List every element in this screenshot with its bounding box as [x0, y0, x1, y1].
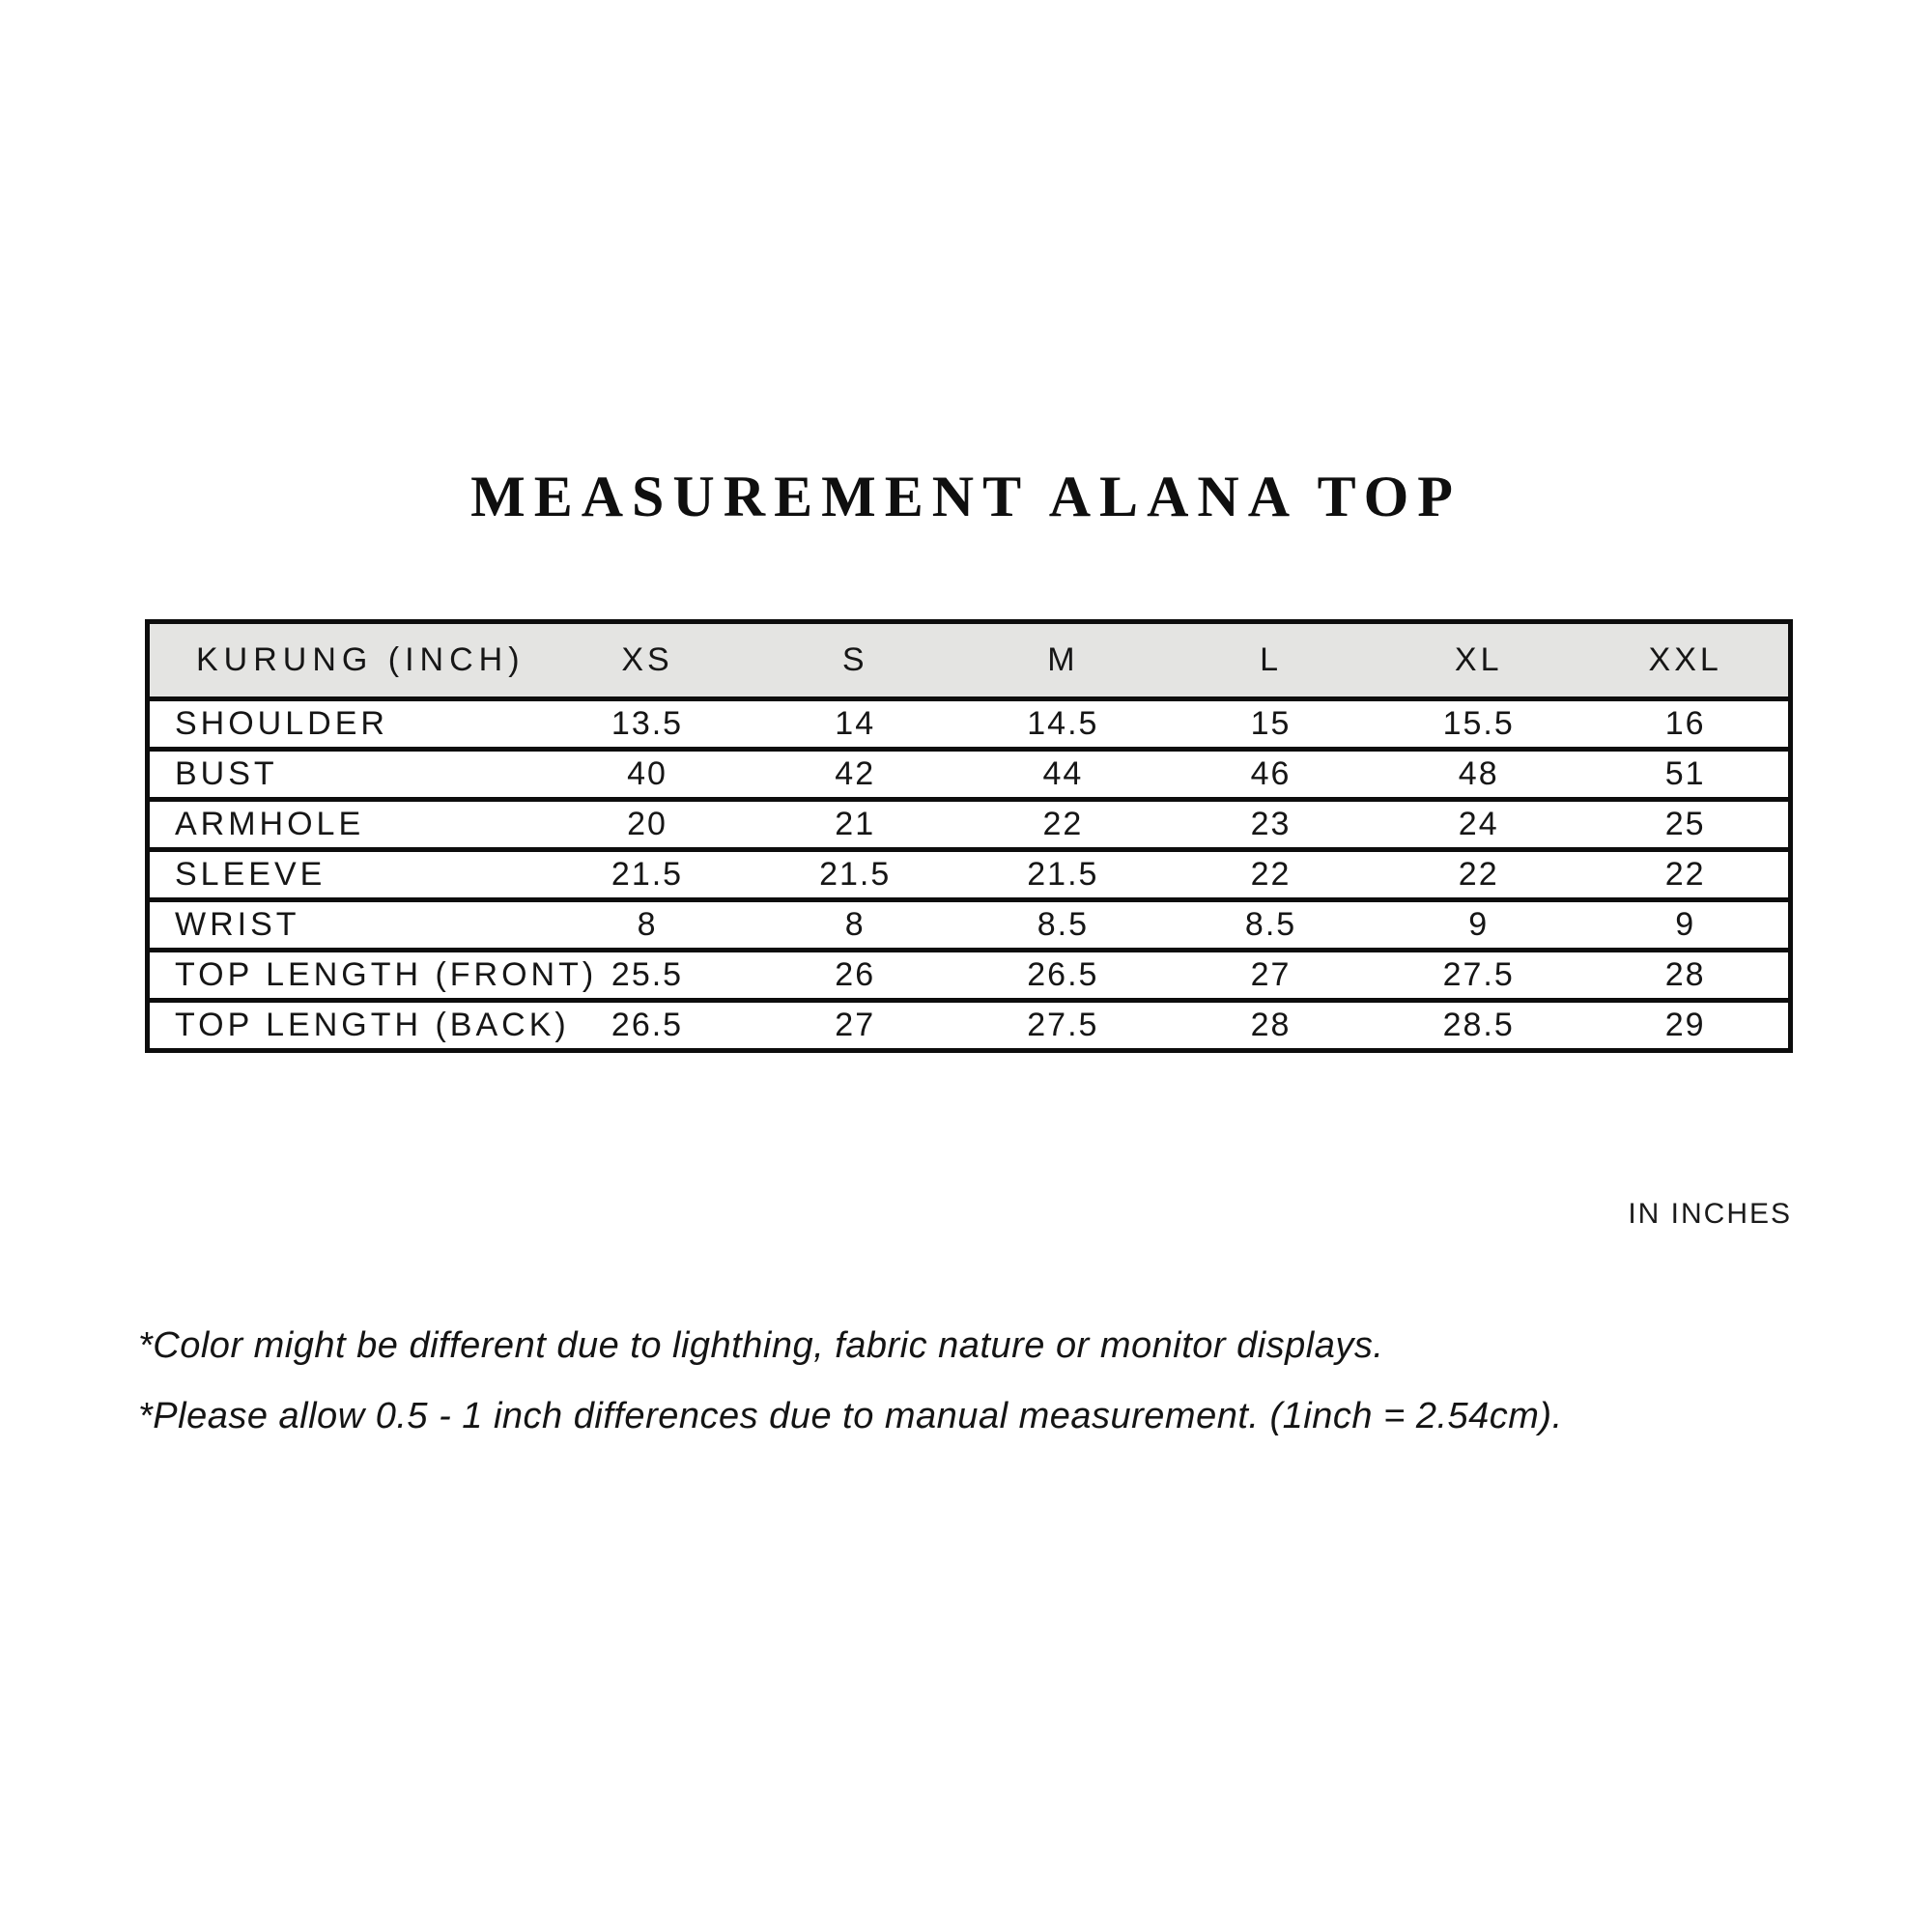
measurement-cell: 28.5: [1375, 1001, 1582, 1051]
measurement-cell: 8: [543, 900, 751, 951]
table-body: [148, 699, 1791, 1051]
measurement-cell: 27.5: [1375, 951, 1582, 1001]
table-header-row: [148, 622, 1791, 699]
table-row: [148, 750, 1791, 800]
measurement-cell: 48: [1375, 750, 1582, 800]
measurement-cell: 44: [959, 750, 1167, 800]
measurement-cell: 40: [543, 750, 751, 800]
row-label: ARMHOLE: [148, 800, 544, 850]
measurement-cell: 8.5: [1167, 900, 1375, 951]
table-row: [148, 850, 1791, 900]
measurement-cell: 51: [1582, 750, 1790, 800]
size-table: [145, 619, 1793, 1053]
measurement-cell: 28: [1167, 1001, 1375, 1051]
page-title: MEASUREMENT ALANA TOP: [470, 465, 1462, 528]
measurement-cell: 25.5: [543, 951, 751, 1001]
row-label: WRIST: [148, 900, 544, 951]
measurement-cell: 22: [1167, 850, 1375, 900]
table-row: [148, 951, 1791, 1001]
measurement-cell: 22: [959, 800, 1167, 850]
unit-note: IN INCHES: [1628, 1198, 1792, 1230]
column-header-size: S: [752, 622, 959, 699]
measurement-cell: 13.5: [543, 699, 751, 750]
measurement-cell: 26.5: [959, 951, 1167, 1001]
measurement-cell: 15: [1167, 699, 1375, 750]
measurement-cell: 27: [1167, 951, 1375, 1001]
measurement-cell: 8.5: [959, 900, 1167, 951]
table-row: [148, 1001, 1791, 1051]
column-header-size: XS: [543, 622, 751, 699]
measurement-cell: 9: [1375, 900, 1582, 951]
measurement-cell: 21: [752, 800, 959, 850]
measurement-cell: 14.5: [959, 699, 1167, 750]
measurement-cell: 14: [752, 699, 959, 750]
measurement-cell: 22: [1582, 850, 1790, 900]
measurement-cell: 42: [752, 750, 959, 800]
table-row: [148, 699, 1791, 750]
measurement-cell: 23: [1167, 800, 1375, 850]
measurement-cell: 27: [752, 1001, 959, 1051]
measurement-cell: 9: [1582, 900, 1790, 951]
row-label: TOP LENGTH (BACK): [148, 1001, 544, 1051]
measurement-cell: 24: [1375, 800, 1582, 850]
size-table-container: [145, 619, 1793, 1053]
measurement-cell: 21.5: [752, 850, 959, 900]
table-row: [148, 900, 1791, 951]
footnote-measurement-disclaimer: *Please allow 0.5 - 1 inch differences due to manual measurement. (1inch = 2.54cm).: [138, 1396, 1563, 1436]
row-label: SHOULDER: [148, 699, 544, 750]
column-header-size: M: [959, 622, 1167, 699]
column-header-size: XXL: [1582, 622, 1790, 699]
measurement-cell: 22: [1375, 850, 1582, 900]
column-header-size: XL: [1375, 622, 1582, 699]
measurement-cell: 46: [1167, 750, 1375, 800]
measurement-cell: 21.5: [543, 850, 751, 900]
measurement-cell: 29: [1582, 1001, 1790, 1051]
measurement-cell: 20: [543, 800, 751, 850]
row-label: BUST: [148, 750, 544, 800]
measurement-cell: 27.5: [959, 1001, 1167, 1051]
measurement-cell: 26: [752, 951, 959, 1001]
column-header-size: L: [1167, 622, 1375, 699]
table-row: [148, 800, 1791, 850]
table-header: [148, 622, 1791, 699]
measurement-cell: 26.5: [543, 1001, 751, 1051]
measurement-cell: 15.5: [1375, 699, 1582, 750]
measurement-cell: 25: [1582, 800, 1790, 850]
measurement-cell: 28: [1582, 951, 1790, 1001]
row-label: TOP LENGTH (FRONT): [148, 951, 544, 1001]
measurement-cell: 8: [752, 900, 959, 951]
column-header-kurung-inch: KURUNG (INCH): [148, 622, 544, 699]
row-label: SLEEVE: [148, 850, 544, 900]
measurement-cell: 21.5: [959, 850, 1167, 900]
measurement-cell: 16: [1582, 699, 1790, 750]
footnote-color-disclaimer: *Color might be different due to lighthing, fabric nature or monitor displays.: [138, 1325, 1384, 1366]
